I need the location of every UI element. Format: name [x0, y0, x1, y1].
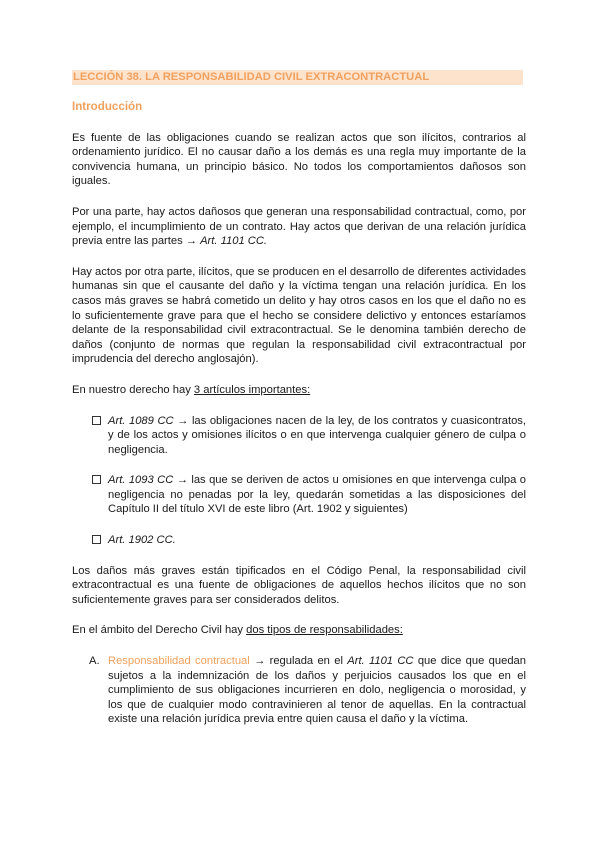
checkbox-icon[interactable] [92, 475, 101, 484]
item-a-ref: Art. 1101 CC [347, 655, 414, 668]
articles-link: 3 artículos importantes: [193, 383, 311, 396]
paragraph-4 [72, 383, 526, 398]
paragraph-2 [72, 205, 526, 249]
lesson-title: LECCIÓN 38. LA RESPONSABILIDAD CIVIL EXTRACONTRACTUAL [72, 70, 523, 85]
paragraph-4-prefix: En nuestro derecho hay [72, 383, 194, 396]
contractual-label: Responsabilidad contractual [108, 655, 250, 668]
article-1-ref: Art. 1089 CC [108, 414, 174, 427]
paragraph-2-ref: Art. 1101 CC. [200, 235, 268, 248]
responsibilities-link: dos tipos de responsabilidades: [246, 624, 403, 637]
paragraph-2-text: Por una parte, hay actos dañosos que generan una responsabilidad contractual, como, por ejemplo, el incumplimiento de un contrato. Hay actos que derivan de una relación jurídica previa entre las partes → [72, 205, 526, 248]
checkbox-icon[interactable] [92, 416, 101, 425]
paragraph-3: Hay actos por otra parte, ilícitos, que se producen en el desarrollo de diferentes actividades humanas sin que el causante del daño y la víctima tengan una relación jurídica. En los casos más graves se habrá cometido un delito y hay otros casos en los que el daño no es lo suficientemente grave para que el hecho se considere delictivo y entonces estaríamos delante de la responsabilidad civil extracontractual. Se le denomina también derecho de daños (conjunto de normas que regulan la responsabilidad civil extracontractual por imprudencia del derecho anglosajón). [72, 265, 526, 366]
article-item-2 [72, 473, 526, 517]
paragraph-6 [72, 623, 526, 638]
page-content [72, 70, 526, 727]
list-marker: A. [89, 655, 100, 668]
item-a-arrow-text: → regulada en el [249, 655, 348, 668]
paragraph-1: Es fuente de las obligaciones cuando se realizan actos que son ilícitos, contrarios al ordenamiento jurídico. El no causar daño a los demás es una regla muy importante de la convivencia humana, un principio básico. No todos los comportamientos dañosos son iguales. [72, 131, 526, 188]
list-item-a [72, 654, 526, 727]
article-item-3 [72, 533, 526, 548]
article-item-1 [72, 414, 526, 458]
checkbox-icon[interactable] [92, 535, 101, 544]
paragraph-5: Los daños más graves están tipificados en el Código Penal, la responsabilidad civil extracontractual es una fuente de obligaciones de aquellos hechos ilícitos que no son suficientemente graves para ser considerados delitos. [72, 564, 526, 606]
article-2-ref: Art. 1093 CC [108, 474, 174, 487]
paragraph-6-prefix: En el ámbito del Derecho Civil hay [72, 624, 247, 637]
item-a-text: que dice que quedan sujetos a la indemnización de los daños y perjuicios causados los que en el cumplimiento de sus obligaciones incurrieren en dolo, negligencia o morosidad, y los que de cualquier modo contravinieren al tenor de aquellas. En la contractual existe una relación jurídica previa entre quien causa el daño y la víctima. [108, 655, 526, 726]
article-3-ref: Art. 1902 CC. [108, 534, 176, 547]
intro-heading: Introducción [72, 100, 143, 113]
article-2-text: → las que se deriven de actos u omisiones en que intervenga culpa o negligencia no penadas por la ley, quedarán sometidas a las disposiciones del Capítulo II del título XVI de este libro (Art. 1902 y siguientes) [108, 474, 526, 516]
article-1-text: → las obligaciones nacen de la ley, de los contratos y cuasicontratos, y de los actos y omisiones ilícitos o en que intervenga cualquier género de culpa o negligencia. [108, 414, 527, 456]
